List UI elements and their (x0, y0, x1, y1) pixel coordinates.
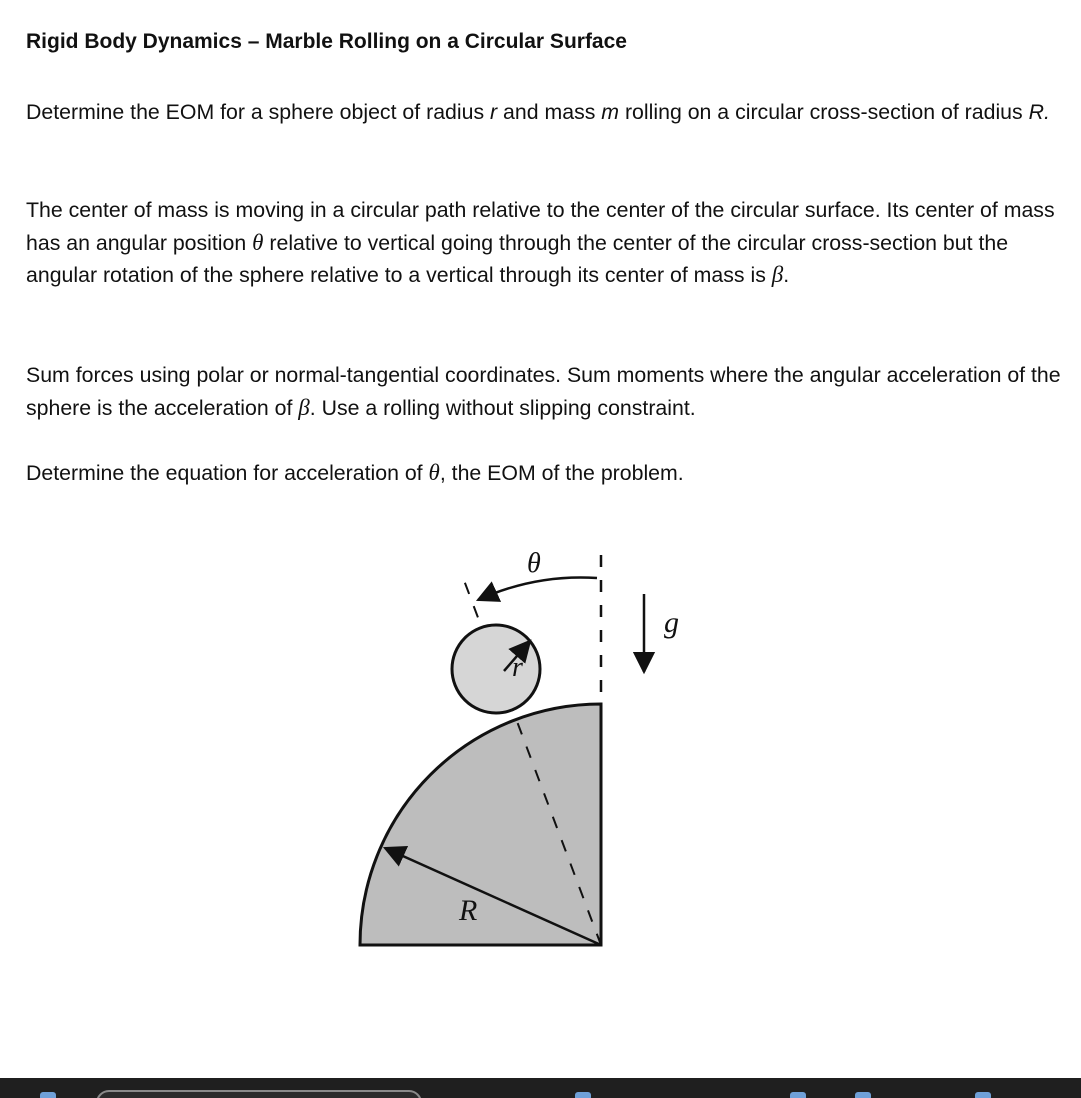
p1-text-c: rolling on a circular cross-section of radius (619, 100, 1029, 124)
symbol-theta: θ (252, 229, 264, 255)
symbol-r: r (490, 100, 498, 124)
sphere (452, 625, 540, 713)
marble-diagram-svg (340, 535, 710, 960)
p4-text-a: Determine the equation for acceleration of (26, 461, 429, 485)
symbol-m: m (601, 100, 620, 124)
marble-diagram (340, 535, 710, 960)
document-title: Rigid Body Dynamics – Marble Rolling on a Circular Surface (26, 30, 627, 53)
app-icon[interactable] (855, 1092, 871, 1098)
circular-surface (360, 704, 601, 945)
p4-text-b: , the EOM of the problem. (439, 461, 684, 485)
theta-arc-arrow (478, 577, 597, 600)
symbol-beta: β (771, 262, 784, 287)
sum-forces-paragraph (26, 359, 1071, 424)
problem-statement-paragraph (26, 96, 1071, 129)
taskbar (0, 1078, 1081, 1098)
app-icon[interactable] (575, 1092, 591, 1098)
app-icon[interactable] (975, 1092, 991, 1098)
start-icon[interactable] (40, 1092, 56, 1098)
theta-label: θ (527, 548, 541, 579)
determine-eom-paragraph (26, 457, 1071, 490)
p2-text-b: relative to vertical going through the center of the circular cross-section but the angular rotation of the sphere relative to a vertical through its center of mass is (26, 230, 1009, 287)
p1-text-a: Determine the EOM for a sphere object of radius (26, 100, 491, 124)
p2-text-a: The center of mass is moving in a circular path relative to the center of the circular surface. Its center of mass has an angular position (26, 198, 1055, 255)
symbol-R: R. (1028, 100, 1050, 124)
p3-text-b: . Use a rolling without slipping constraint. (309, 395, 696, 420)
taskbar-search-box[interactable] (96, 1090, 422, 1098)
center-of-mass-paragraph (26, 194, 1071, 292)
g-label: g (664, 606, 679, 639)
symbol-theta: θ (428, 460, 440, 485)
symbol-beta: β (298, 394, 310, 420)
R-label: R (459, 894, 478, 927)
p1-text-b: and mass (497, 100, 602, 124)
p3-text-a: Sum forces using polar or normal-tangential coordinates. Sum moments where the angular acceleration of the sphere is the acceleration of (26, 363, 1061, 420)
r-label: r (512, 652, 523, 683)
p2-text-c: . (783, 263, 790, 287)
app-icon[interactable] (790, 1092, 806, 1098)
